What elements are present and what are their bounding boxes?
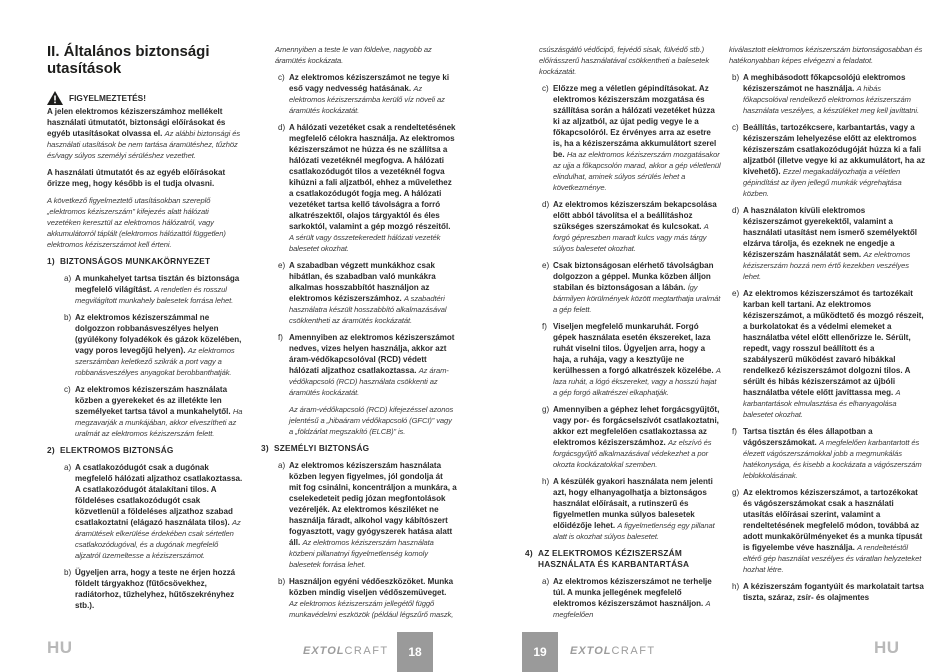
item-bold: Ügyeljen arra, hogy a teste ne érjen hozzá földelt tárgyakhoz (fűtőcsövekhez, radiátorhoz, tűzhelyhez, hűtőszekrényhez stb.). <box>75 568 236 610</box>
brand-light: CRAFT <box>344 645 389 657</box>
list-item <box>261 576 457 620</box>
item-italic: Az áramütések elkerülése érdekében csak sértetlen csatlakozódugóval, és a dugónak megfelelő aljzatról üzemeltesse a kéziszerszámot. <box>75 518 241 560</box>
list-item <box>47 462 243 561</box>
page-number-right: 19 <box>522 632 558 672</box>
list-item <box>261 332 457 398</box>
item-letter: c) <box>732 123 739 132</box>
continued-text: Amennyiben a teste le van földelve, nagyobb az áramütés kockázata. <box>275 45 432 65</box>
item-italic: A forgó gépreszben maradt kulcs vagy más tárgy súlyos balesetet okozhat. <box>553 222 709 253</box>
column-1 <box>47 44 243 617</box>
list-item <box>729 581 925 603</box>
list-item <box>729 288 925 420</box>
item-bold: Beállítás, tartozékcsere, karbantartás, vagy a kéziszerszám lehelyezése előtt az elektromos kéziszerszám csatlakozódugóját húzza ki a fali aljzatból (illetve vegye ki az akkumulátort, ha az kivehető). <box>743 123 926 176</box>
page-number-left: 18 <box>397 632 433 672</box>
item-letter: c) <box>542 84 549 93</box>
item-letter: e) <box>732 289 740 298</box>
list-item <box>47 567 243 611</box>
list-item <box>729 72 925 116</box>
item-bold: Amennyiben az elektromos kéziszerszámot nedves, vizes helyen használja, akkor azt áram-védőkapcsolóval (RCD) védett hálózati aljzathoz csatlakoztassa. <box>289 333 455 375</box>
warning-icon <box>47 91 63 105</box>
item-bold: A készülék gyakori használata nem jelenti azt, hogy elhanyagolhatja a biztonságos használat előírásait, a rutinszerű és figyelmetlen munka súlyos balesetek előidézője lehet. <box>553 477 713 530</box>
list-item <box>261 122 457 254</box>
subsection-number: 1) <box>47 256 55 266</box>
item-letter: b) <box>64 313 72 322</box>
item-bold: A hálózati vezetéket csak a rendeltetésének megfelelő célokra használja. Az elektromos kéziszerszámot ne húzza és ne szállítsa a hálózati vezetéknél megfogva. A hálózati csatlakozódugót tilos a vezetéknél fogva kihúzni a fali aljzatból, ehhez a művelethez a csatlakozódugót fogja meg. A hálózati vezetéket tartsa kellő távolságra a forró alkatrészektől, olajos tárgyaktól és éles sarkoktól, valamint a gép mozgó részeitől. <box>289 123 456 231</box>
item-bold: Az elektromos kéziszerszámot, a tartozékokat és vágószerszámokat csak a használati utasítás előírásai szerint, valamint a rendeltetésének megfelelő módon, továbbá az adott munkakörülményeket és a munka típusát is figyelembe véve használja. <box>743 488 923 552</box>
item-bold: Viseljen megfelelő munkaruhát. Forgó gépek használata esetén ékszereket, laza ruhát viselni tilos. Ügyeljen arra, hogy a haja, a ruhája, vagy a kesztyűje ne kerülhessen a forgó alkatrészek közelébe. <box>553 322 714 375</box>
intro-bold: A jelen elektromos kéziszerszámhoz mellékelt használati útmutatót, biztonsági előírásokat és egyéb utasításokat olvassa el. <box>47 107 226 138</box>
item-italic: A rendeltetéstől eltérő gép használat veszélyes és váratlan helyzeteket hozhat létre. <box>743 543 922 574</box>
list-item <box>261 460 457 570</box>
item-italic: A megfelelően karbantartott és élezett vágószerszámokkal jobb a megmunkálás hatékonysága, és kisebb a kockázata a vágószerszám leblokkolásának. <box>743 438 922 480</box>
item-bold: Az elektromos kéziszerszámot és tartozékait karban kell tartani. Az elektromos kéziszerszámot, a működtető és mozgó részeit, a burkolatokat és a védelmi elemeket a használatba vétel előtt ellenőrizze le. Sérült, repedt, vagy rosszul beállított és a szabályszerű működést zavaró hibákkal rendelkező kéziszerszámot dolgozni tilos. A sérült és hibás kéziszerszámot az újbóli használatba vétele előtt javíttassa meg. <box>743 289 924 397</box>
item-bold: Előzze meg a véletlen gépindításokat. Az elektromos kéziszerszám mozgatása és szállítása során a hálózati vezetéket húzza ki az aljzatból, az újat pedig vegye le a főkapcsolóról. Ez érvényes arra az esetre is, ha a kéziszerszáma akkumulátort szerel be. <box>553 84 717 159</box>
item-letter: e) <box>278 261 286 270</box>
item-letter: g) <box>732 488 740 497</box>
item-letter: c) <box>64 385 71 394</box>
continued-text: csúszásgátló védőcipő, fejvédő sisak, fülvédő stb.) előírásszerű használatával csökkentheti a balesetek kockázatát. <box>539 45 710 76</box>
subsection-number: 2) <box>47 445 55 455</box>
subsection-4-title <box>525 548 721 570</box>
list-item <box>729 426 925 481</box>
subsection-2-title <box>47 445 243 456</box>
item-italic: Ezzel megakadályozhatja a véletlen gépindítást az ilyen jellegű munkák végrehajtása közben. <box>743 167 902 198</box>
rcd-note: Az áram-védőkapcsoló (RCD) kifejezéssel azonos jelentésű a „hibaáram védőkapcsoló (GFCI)” vagy a „földzárlat megszakító (ELCB)” is. <box>289 405 454 436</box>
list-item <box>525 404 721 470</box>
item-bold: Az elektromos kéziszerszámot ne tegye ki eső vagy nedvesség hatásának. <box>289 73 450 93</box>
item-letter: g) <box>542 405 550 414</box>
item-italic: Ha megzavarják a munkájában, akkor elveszítheti az uralmát az elektromos kéziszerszám felett. <box>75 407 243 438</box>
item-bold: A munkahelyet tartsa tisztán és biztonsága megfelelő világítást. <box>75 274 240 294</box>
brand-light: CRAFT <box>611 645 656 657</box>
list-item <box>47 273 243 306</box>
item-italic: Az elektromos szerszámban keletkező szikrák a port vagy a robbanásveszélyes anyagokat berobbanthatják. <box>75 346 235 377</box>
list-item <box>525 476 721 542</box>
item-bold: Az elektromos kéziszerszámmal ne dolgozzon robbanásveszélyes helyen (gyúlékony folyadékok és gázok közelében, vagy poros levegőjű helyen). <box>75 313 242 355</box>
item-italic: A megfelelően <box>553 599 711 619</box>
list-item <box>261 72 457 116</box>
item-letter: a) <box>64 274 72 283</box>
item-bold: Az elektromos kéziszerszámot ne terhelje túl. A munka jellegének megfelelő elektromos kéziszerszámot használjon. <box>553 577 712 608</box>
item-letter: f) <box>542 322 547 331</box>
list-item <box>525 83 721 193</box>
item-letter: a) <box>64 463 72 472</box>
item-letter: b) <box>64 568 72 577</box>
item-italic: Az elektromos kéziszerszám jellegétől függő munkavédelmi eszközök (például légszűrő maszk, <box>289 599 454 619</box>
list-item <box>47 384 243 439</box>
warning-row <box>47 91 243 105</box>
item-bold: A csatlakozódugót csak a dugónak megfelelő hálózati aljzathoz csatlakoztassa. A csatlakozódugót átalakítani tilos. A földeléses csatlakozódugót csak közvetlenül a földeléses aljzathoz szabad csatlakoztatni (elágazó használata tilos). <box>75 463 243 527</box>
column-2 <box>261 44 457 626</box>
item-bold: A szabadban végzett munkákhoz csak hibátlan, és szabadban való munkákra alkalmas hosszabbítót használjon az elektromos kéziszerszámhoz. <box>289 261 436 303</box>
intro-paragraph <box>47 106 243 161</box>
item-bold: Az elektromos kéziszerszám bekapcsolása előtt abból távolítsa el a beállításhoz szükséges szerszámokat és kulcsokat. <box>553 200 717 231</box>
language-label-left: HU <box>47 638 73 657</box>
item-bold: Az elektromos kéziszerszám használata közben legyen figyelmes, jól gondolja át mit fog csinálni, koncentráljon a munkára, a cselekedeteit pedig józan megfontolások vezéreljék. Az elektromos késziléket ne használja fáradt, alkohol vagy kábítószert fogyasztott, vagy gyógyszerek hatása alatt áll. <box>289 461 457 547</box>
subsection-label: ELEKTROMOS BIZTONSÁG <box>60 445 174 455</box>
item-letter: h) <box>542 477 550 486</box>
list-item <box>525 321 721 398</box>
item-italic: Az elektromos kéziszerszám használata közbeni pillanatnyi figyelmetlenség komoly balesetek forrása lehet. <box>289 538 434 569</box>
item-bold: Amennyiben a géphez lehet forgácsgyűjtőt, vagy por- és forgácselszívót csatlakoztatni, akkor ezt megfelelően csatlakoztassa az elektromos kéziszerszámhoz. <box>553 405 720 447</box>
intro-italic: Az alábbi biztonsági és használati utasítások be nem tartása áramütéshez, tűzhöz és/vagy súlyos személyi sérüléshez vezethet. <box>47 129 241 160</box>
brand-bold: EXTOL <box>570 645 612 657</box>
item-italic: Az elszívó és forgácsgyűjtő alkalmazásával védekezhet a por okozta kockázatokkal szemben. <box>553 438 712 469</box>
list-item <box>261 260 457 326</box>
item-letter: c) <box>278 73 285 82</box>
item-bold: A kéziszerszám fogantyúit és markolatait tartsa tiszta, száraz, zsír- és olajmentes <box>743 582 924 602</box>
item-letter: f) <box>732 427 737 436</box>
item-letter: d) <box>732 206 740 215</box>
subsection-label: BIZTONSÁGOS MUNKAKÖRNYEZET <box>60 256 211 266</box>
item-letter: d) <box>542 200 550 209</box>
item-italic: Így bármilyen körülmények között megtarthatja uralmát a gép felett. <box>553 283 721 314</box>
keep-manual-text: A használati útmutatót és az egyéb előírásokat őrizze meg, hogy később is el tudja olvasni. <box>47 168 226 188</box>
item-italic: A laza ruhát, a lógó ékszereket, vagy a hosszú hajat a gép forgó alkatrészei elkaphatják. <box>553 366 721 397</box>
brand-bold: EXTOL <box>303 645 345 657</box>
list-item <box>729 122 925 199</box>
subsection-1-title <box>47 256 243 267</box>
list-item <box>47 312 243 378</box>
item-bold: Használjon egyéni védőeszközöket. Munka közben mindig viseljen védőszemüveget. <box>289 577 454 597</box>
subsection-3-title <box>261 443 457 454</box>
list-item <box>525 199 721 254</box>
list-item <box>525 576 721 620</box>
item-letter: a) <box>278 461 286 470</box>
definition-note: A következő figyelmeztető utasításokban szereplő „elektromos kéziszerszám” kifejezés alatt hálózati vezetéken keresztül az elektromos hálózatról, vagy akkumulátorról táplált (elektromos hálózattól független) elektromos kéziszerszámot kell érteni. <box>47 196 226 249</box>
continued-text: kiválasztott elektromos kéziszerszám biztonságosabban és hatékonyabban képes elvégezni a feladatot. <box>729 45 923 65</box>
item-bold: Csak biztonságosan elérhető távolságban dolgozzon a géppel. Munka közben álljon stabilan és biztonságosan a lábán. <box>553 261 714 292</box>
item-italic: A szabadtéri használatra készült hosszabbító alkalmazásával csökkentheti az áramütés kockázatát. <box>289 294 447 325</box>
item-italic: Az áram-védőkapcsoló (RCD) használata csökkenti az áramütés kockázatát. <box>289 366 449 397</box>
item-letter: b) <box>732 73 740 82</box>
item-italic: A sérült vagy összetekeredett hálózati vezeték balesetet okozhat. <box>289 233 441 253</box>
column-4 <box>729 44 925 609</box>
subsection-label: AZ ELEKTROMOS KÉZISZERSZÁM HASZNÁLATA ÉS KARBANTARTÁSA <box>538 548 690 569</box>
list-item <box>729 487 925 575</box>
item-letter: e) <box>542 261 550 270</box>
item-bold: A használaton kívüli elektromos kéziszerszámot gyerekektől, valamint a használati utasítást nem ismerő személyektől elzárva tárolja, és ezeknek ne engedje a kéziszerszám használatát sem. <box>743 206 917 259</box>
item-letter: d) <box>278 123 286 132</box>
item-italic: A hibás főkapcsolóval rendelkező elektromos kéziszerszám használata veszélyes, a készüléket meg kell javíttatni. <box>743 84 919 115</box>
item-bold: Tartsa tisztán és éles állapotban a vágószerszámokat. <box>743 427 873 447</box>
section-heading: II. Általános biztonsági utasítások <box>47 43 210 77</box>
item-italic: A karbantartások elmulasztása és elhanyagolása balesetet okozhat. <box>743 388 901 419</box>
item-letter: b) <box>278 577 286 586</box>
item-italic: A rendetlen és rosszul megvilágított munkahely balesetek forrása lehet. <box>75 285 234 305</box>
item-bold: A meghibásodott főkapcsolójú elektromos kéziszerszámot ne használja. <box>743 73 906 93</box>
item-italic: Az elektromos kéziszerszám hozzá nem értő kezekben veszélyes lehet. <box>743 250 911 281</box>
item-italic: Ha az elektromos kéziszerszám mozgatásakor az ujja a főkapcsolón marad, akkor a gép véletlenül elindulhat, aminek súlyos sérülés lehet a következménye. <box>553 150 721 192</box>
list-item <box>729 205 925 282</box>
brand-logo-right <box>570 645 656 657</box>
brand-logo-left <box>303 645 389 657</box>
warning-title: FIGYELMEZTETÉS! <box>69 92 146 103</box>
item-letter: a) <box>542 577 550 586</box>
subsection-number: 3) <box>261 443 269 453</box>
list-item <box>525 260 721 315</box>
language-label-right: HU <box>874 638 900 657</box>
item-letter: h) <box>732 582 740 591</box>
subsection-label: SZEMÉLYI BIZTONSÁG <box>274 443 370 453</box>
subsection-number: 4) <box>525 548 533 558</box>
item-letter: f) <box>278 333 283 342</box>
item-italic: A figyelmetlenség egy pillanat alatt is okozhat súlyos balesetet. <box>553 521 715 541</box>
item-italic: Az elektromos kéziszerszámba kerülő víz növeli az áramütés kockázatát. <box>289 84 445 115</box>
item-bold: Az elektromos kéziszerszám használata közben a gyerekeket és az illetékte len személyeket tartsa távol a munkahelytől. <box>75 385 231 416</box>
column-3 <box>525 44 721 626</box>
